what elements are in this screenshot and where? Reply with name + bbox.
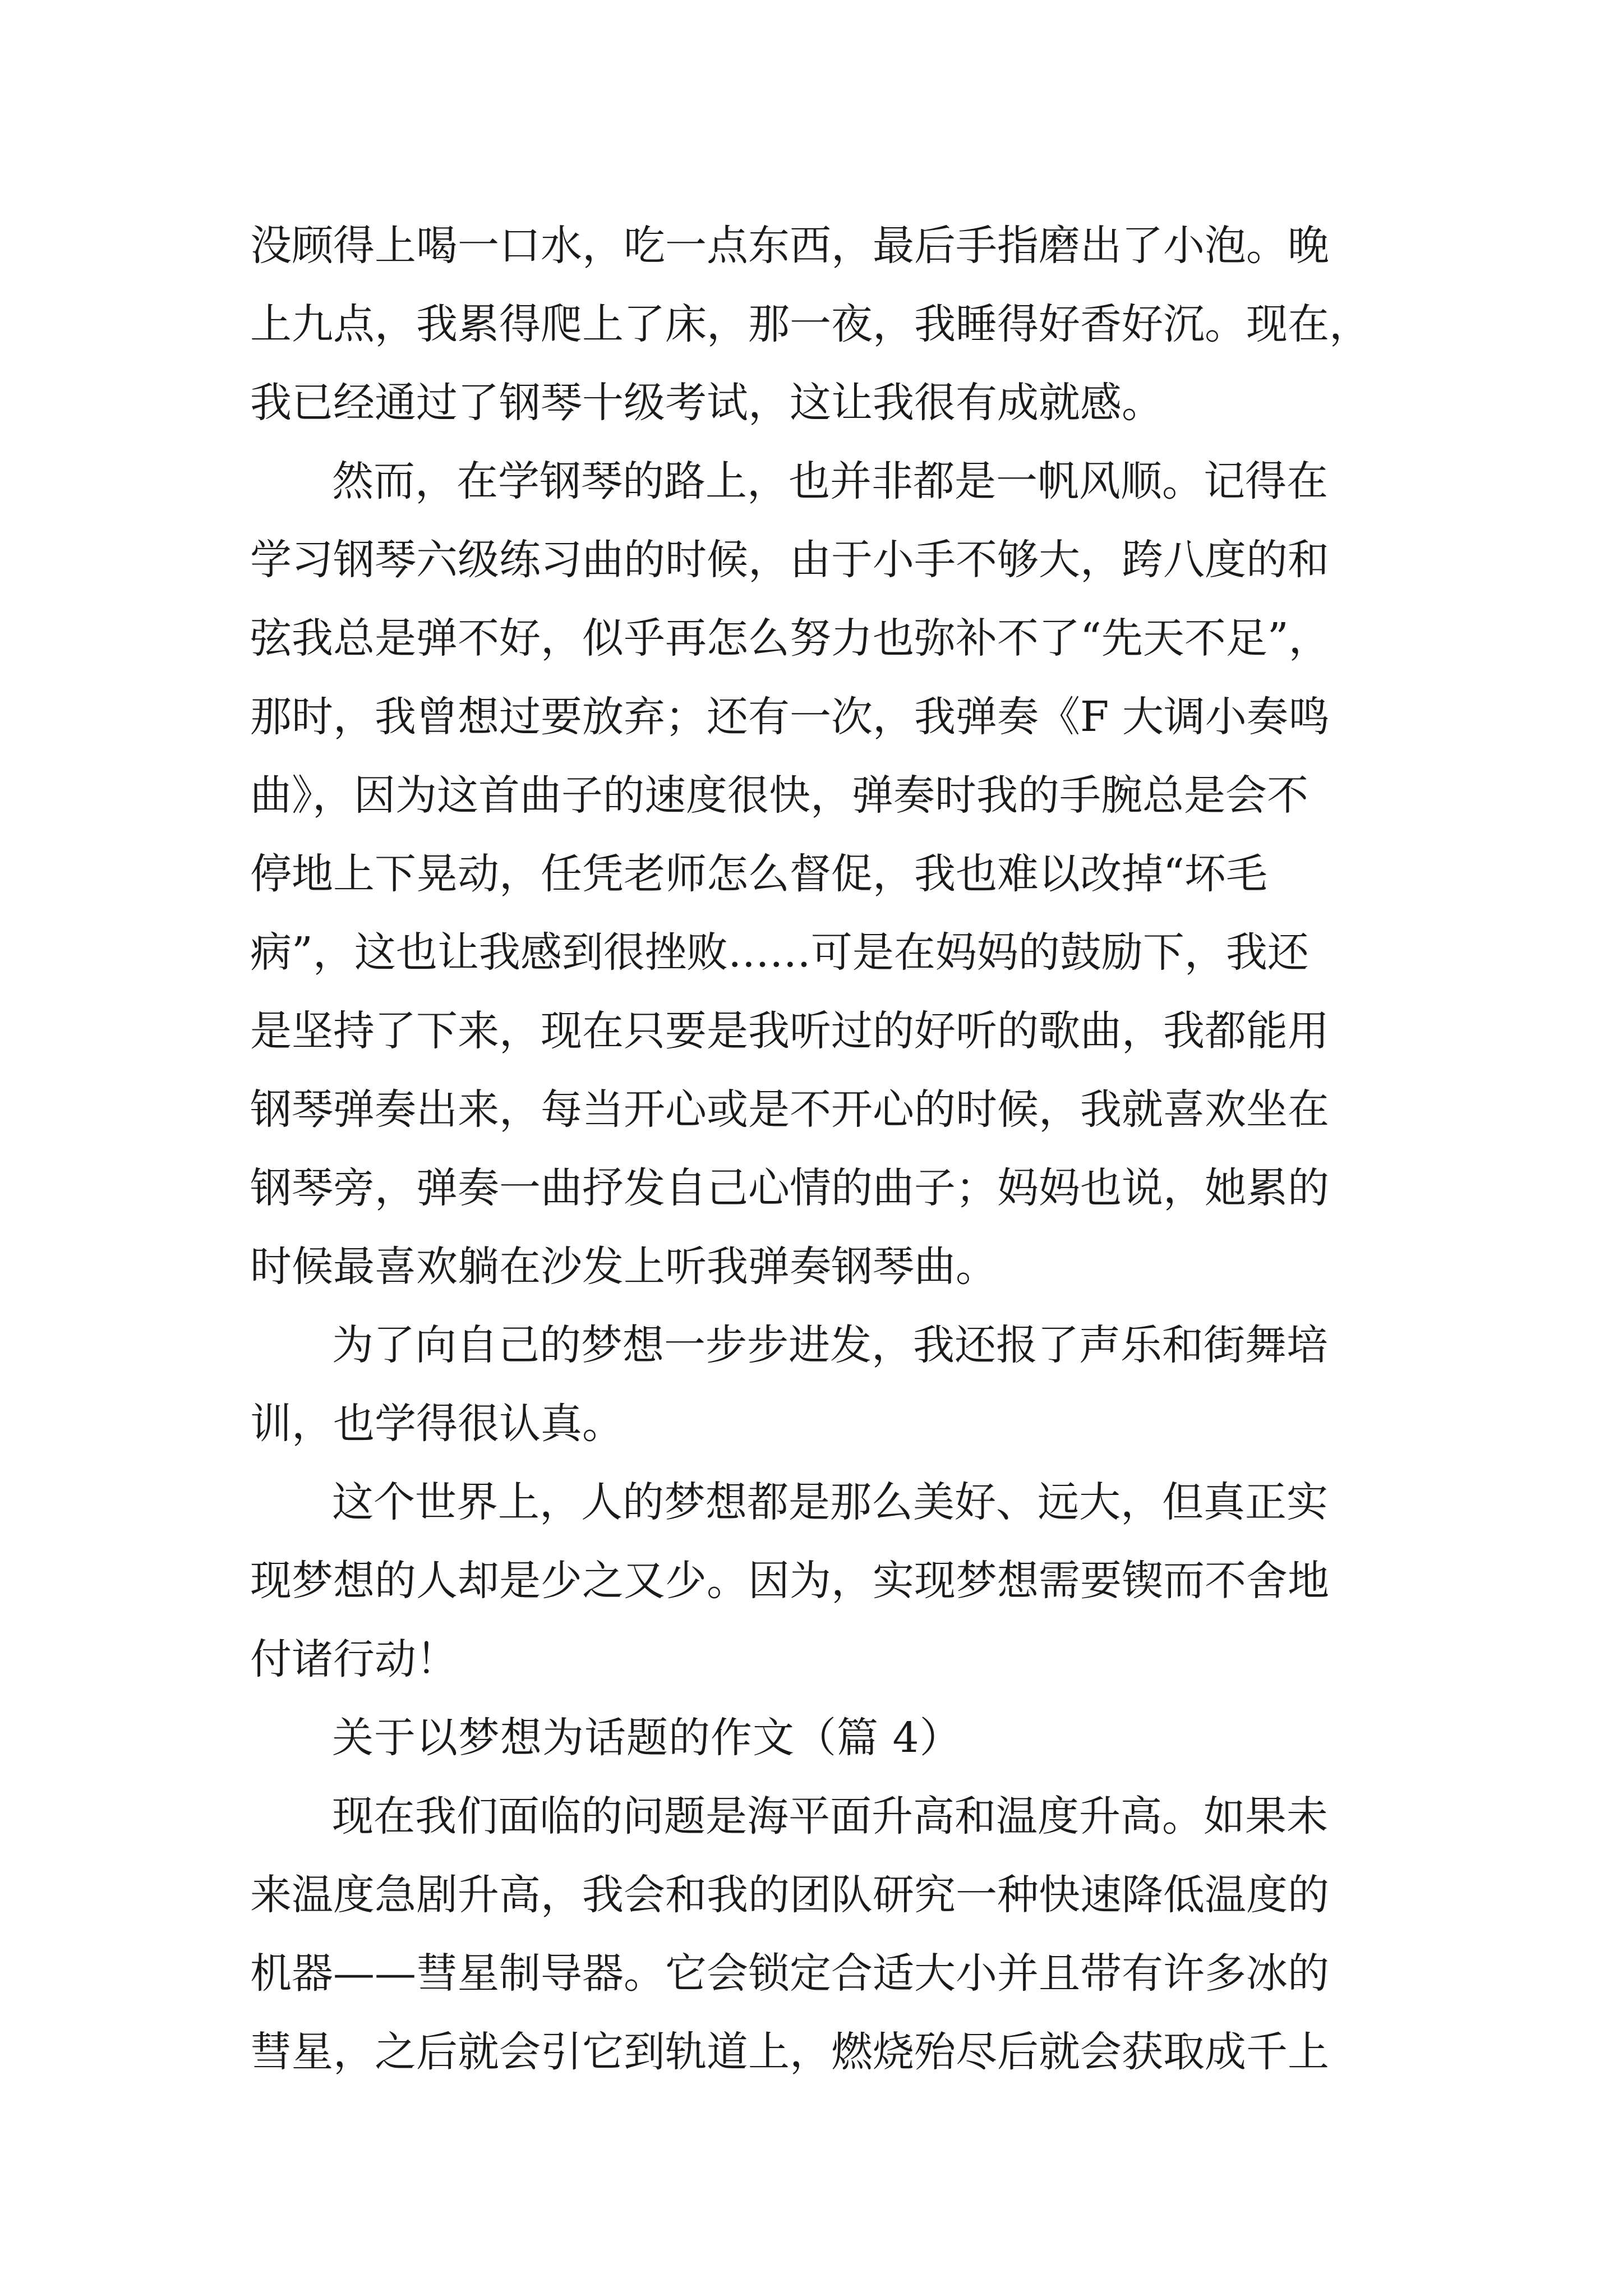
- text-line: 付诸行动！: [250, 1635, 458, 1683]
- text-line: 我已经通过了钢琴十级考试，这让我很有成就感。: [250, 379, 1163, 427]
- text-line: 是坚持了下来，现在只要是我听过的好听的歌曲，我都能用: [250, 1007, 1329, 1055]
- text-line: 来温度急剧升高，我会和我的团队研究一种快速降低温度的: [250, 1871, 1329, 1919]
- text-line: 弦我总是弹不好，似乎再怎么努力也弥补不了“先天不足”，: [250, 614, 1330, 662]
- text-line: 为了向自己的梦想一步步进发，我还报了声乐和街舞培: [332, 1321, 1328, 1369]
- text-line: 彗星，之后就会引它到轨道上，燃烧殆尽后就会获取成千上: [250, 2028, 1329, 2076]
- text-line: 那时，我曾想过要放弃；还有一次，我弹奏《F 大调小奏鸣: [250, 693, 1330, 741]
- text-line: 停地上下晃动，任凭老师怎么督促，我也难以改掉“坏毛: [250, 850, 1267, 898]
- text-line: 没顾得上喝一口水，吃一点东西，最后手指磨出了小泡。晚: [250, 222, 1329, 270]
- text-line: 曲》，因为这首曲子的速度很快，弹奏时我的手腕总是会不: [250, 771, 1308, 820]
- text-line: 钢琴弹奏出来，每当开心或是不开心的时候，我就喜欢坐在: [250, 1085, 1329, 1134]
- text-line: 现梦想的人却是少之又少。因为，实现梦想需要锲而不舍地: [250, 1557, 1329, 1605]
- text-line: 现在我们面临的问题是海平面升高和温度升高。如果未: [332, 1792, 1328, 1841]
- text-line: 训，也学得很认真。: [250, 1400, 624, 1448]
- text-line: 时候最喜欢躺在沙发上听我弹奏钢琴曲。: [250, 1243, 997, 1291]
- section-heading: 关于以梦想为话题的作文（篇 4）: [332, 1714, 962, 1762]
- text-line: 学习钢琴六级练习曲的时候，由于小手不够大，跨八度的和: [250, 536, 1329, 584]
- text-line: 然而，在学钢琴的路上，也并非都是一帆风顺。记得在: [332, 457, 1328, 505]
- text-line: 病”，这也让我感到很挫败……可是在妈妈的鼓励下，我还: [250, 928, 1309, 977]
- text-line: 上九点，我累得爬上了床，那一夜，我睡得好香好沉。现在，: [250, 300, 1371, 348]
- text-line: 这个世界上，人的梦想都是那么美好、远大，但真正实: [332, 1478, 1328, 1526]
- text-line: 钢琴旁，弹奏一曲抒发自己心情的曲子；妈妈也说，她累的: [250, 1164, 1329, 1212]
- text-line: 机器——彗星制导器。它会锁定合适大小并且带有许多冰的: [250, 1949, 1329, 1998]
